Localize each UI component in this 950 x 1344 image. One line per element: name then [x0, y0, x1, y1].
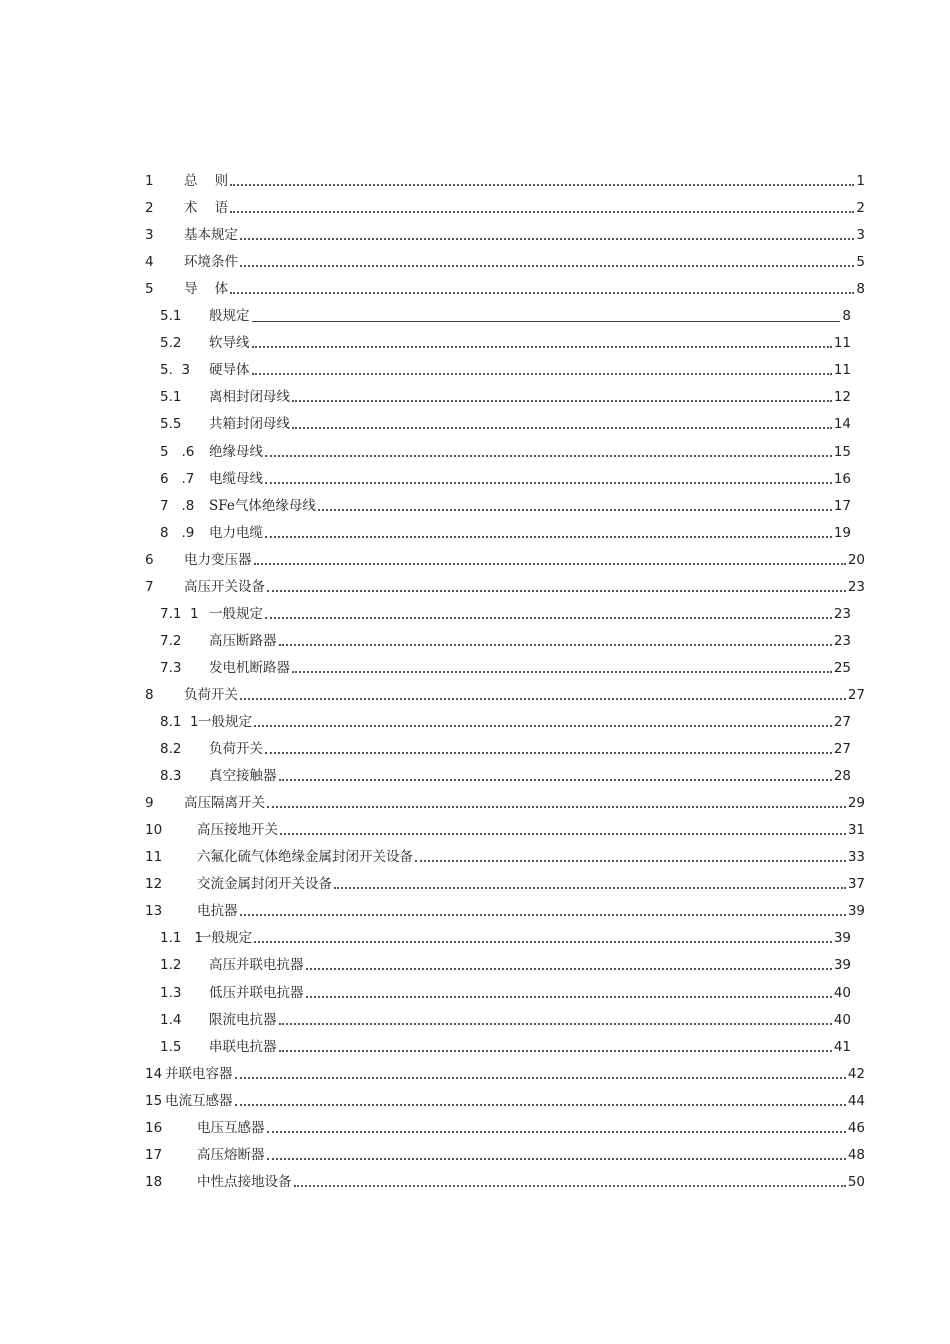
toc-entry[interactable]: [160, 1034, 865, 1056]
toc-entry-number: 8: [145, 686, 154, 703]
toc-entry-number: 9: [145, 795, 154, 812]
toc-leader: [306, 996, 833, 998]
toc-entry-title: 高压断路器: [209, 632, 277, 649]
toc-leader: [267, 1158, 847, 1160]
toc-entry-number: 13: [145, 903, 163, 920]
toc-entry-title: 电压互感器: [197, 1119, 265, 1136]
toc-leader: [240, 914, 847, 916]
toc-entry-page: 1: [856, 173, 865, 189]
toc-entry-page: 50: [847, 1173, 865, 1190]
toc-entry-page: 8: [856, 281, 865, 298]
toc-entry[interactable]: [145, 168, 865, 190]
toc-entry-page: 27: [833, 714, 851, 730]
toc-entry[interactable]: [145, 276, 865, 298]
toc-entry-title: 硬导体: [209, 362, 250, 379]
toc-entry-title: 负荷开关: [184, 686, 238, 703]
toc-leader: [415, 860, 846, 862]
toc-entry-page: 2: [856, 200, 865, 217]
toc-leader: [267, 590, 846, 592]
toc-entry-number: 1.3: [160, 984, 182, 1001]
toc-entry-page: 8: [842, 308, 851, 325]
toc-entry-title: SFe气体绝缘母线: [209, 497, 316, 514]
toc-entry-title: 中性点接地设备: [197, 1173, 292, 1190]
toc-leader: [292, 400, 832, 402]
toc-leader: [254, 725, 832, 727]
toc-entry[interactable]: [145, 790, 865, 812]
toc-entry-number: 7 .8: [160, 497, 195, 514]
toc-entry-page: 46: [847, 1119, 865, 1136]
toc-entry[interactable]: [160, 952, 865, 974]
toc-leader: [279, 1050, 833, 1052]
toc-entry-number: 7.3: [160, 659, 182, 676]
toc-entry[interactable]: [145, 1169, 865, 1191]
toc-entry[interactable]: [160, 384, 865, 406]
toc-entry-page: 27: [833, 741, 851, 758]
toc-leader: [265, 455, 832, 457]
toc-entry-page: 39: [833, 930, 851, 947]
toc-entry-title: 交流金属封闭开关设备: [197, 876, 332, 893]
toc-entry-number: 5.1: [160, 389, 182, 406]
toc-entry-number: 6 .7: [160, 470, 195, 487]
toc-leader: [265, 617, 832, 619]
toc-leader: [265, 482, 832, 484]
toc-entry-title: 电流互感器: [165, 1092, 233, 1109]
toc-entry-number: 7: [145, 578, 154, 595]
toc-entry-page: 19: [833, 524, 851, 541]
toc-entry-number: 4: [145, 254, 154, 271]
toc-entry-number: 1.5: [160, 1038, 182, 1055]
toc-entry-page: 23: [833, 605, 851, 622]
toc-entry[interactable]: [145, 1142, 865, 1164]
toc-entry-number: 14: [145, 1065, 163, 1082]
toc-entry-title: 总 则: [184, 173, 229, 189]
toc-entry-number: 5.2: [160, 335, 182, 352]
toc-entry-number: 12: [145, 876, 163, 893]
toc-entry-number: 7.1 1: [160, 605, 199, 622]
toc-entry-title: 低压并联电抗器: [209, 984, 304, 1001]
toc-entry-page: 11: [833, 362, 851, 379]
toc-entry-title: 并联电容器: [165, 1065, 233, 1082]
toc-entry-title: 高压隔离开关: [184, 795, 265, 812]
toc-entry-number: 5 .6: [160, 443, 195, 460]
toc-entry-page: 16: [833, 470, 851, 487]
toc-entry-title: 环境条件: [184, 254, 238, 271]
toc-leader: [292, 427, 832, 429]
toc-entry[interactable]: [145, 195, 865, 217]
toc-entry-title: 六氟化硫气体绝缘金属封闭开关设备: [197, 849, 413, 866]
toc-leader: [254, 563, 847, 565]
toc-leader: [230, 184, 854, 186]
toc-entry-title: 绝缘母线: [209, 443, 263, 460]
toc-entry[interactable]: [145, 547, 865, 569]
toc-entry[interactable]: [145, 1061, 865, 1083]
toc-entry-page: 40: [833, 984, 851, 1001]
toc-entry-number: 8.3: [160, 768, 182, 785]
toc-entry[interactable]: [160, 520, 865, 542]
toc-entry-title: 一般规定: [209, 605, 263, 622]
toc-entry-title: 真空接触器: [209, 768, 277, 785]
toc-entry-title: 一般规定: [198, 714, 252, 730]
toc-entry-number: 5. 3: [160, 362, 191, 379]
toc-entry-number: 10: [145, 822, 163, 839]
toc-entry-page: 11: [833, 335, 851, 352]
toc-entry[interactable]: [160, 439, 865, 461]
toc-entry[interactable]: [145, 682, 865, 704]
toc-entry-title: 般规定: [209, 308, 250, 325]
toc-entry-page: 27: [847, 686, 865, 703]
toc-entry-page: 29: [847, 795, 865, 812]
toc-entry-page: 5: [856, 254, 865, 271]
toc-entry[interactable]: [160, 709, 865, 731]
toc-entry-title: 术 语: [184, 200, 229, 217]
toc-entry-page: 31: [847, 822, 865, 839]
toc-entry[interactable]: [145, 1088, 865, 1110]
toc-leader: [230, 292, 854, 294]
toc-entry-page: 42: [847, 1065, 865, 1082]
toc-entry-page: 39: [847, 903, 865, 920]
toc-leader: [318, 509, 832, 511]
toc-leader: [292, 671, 832, 673]
toc-leader: [240, 238, 854, 240]
toc-entry[interactable]: [160, 736, 865, 758]
toc-entry-page: 14: [833, 416, 851, 433]
toc-leader: [279, 644, 833, 646]
toc-leader: [252, 321, 841, 322]
toc-leader: [252, 346, 833, 348]
toc-leader: [306, 968, 833, 970]
toc-entry-page: 17: [833, 497, 851, 514]
toc-entry-page: 37: [847, 876, 865, 893]
toc-entry-title: 基本规定: [184, 227, 238, 244]
toc-entry-title: 电抗器: [197, 903, 238, 920]
toc-entry-number: 1.4: [160, 1011, 182, 1028]
toc-leader: [252, 373, 833, 375]
toc-entry-page: 15: [833, 443, 851, 460]
toc-entry-title: 软导线: [209, 335, 250, 352]
toc-entry-page: 44: [847, 1092, 865, 1109]
toc-leader: [279, 779, 833, 781]
toc-entry[interactable]: [160, 1007, 865, 1029]
toc-entry-number: 5.1: [160, 308, 182, 325]
toc-entry-number: 15: [145, 1092, 163, 1109]
toc-entry[interactable]: [160, 763, 865, 785]
toc-entry[interactable]: [145, 222, 865, 244]
toc-entry-page: 40: [833, 1011, 851, 1028]
toc-entry-page: 12: [833, 389, 851, 406]
toc-leader: [235, 1077, 847, 1079]
toc-entry-page: 33: [847, 849, 865, 866]
toc-entry[interactable]: [160, 493, 865, 515]
toc-entry-page: 41: [833, 1038, 851, 1055]
toc-entry-number: 1: [145, 173, 154, 189]
toc-entry-title: 电力电缆: [209, 524, 263, 541]
toc-entry[interactable]: [145, 844, 865, 866]
toc-entry[interactable]: [160, 330, 865, 352]
toc-leader: [280, 833, 846, 835]
toc-entry-number: 1.1 1: [160, 930, 203, 947]
toc-entry[interactable]: [160, 655, 865, 677]
toc-entry-number: 8.1 1: [160, 714, 199, 730]
toc-entry-page: 23: [847, 578, 865, 595]
toc-entry-number: 5: [145, 281, 154, 298]
toc-entry[interactable]: [160, 628, 865, 650]
toc-entry-number: 17: [145, 1146, 163, 1163]
toc-entry-title: 高压并联电抗器: [209, 957, 304, 974]
toc-entry-number: 5.5: [160, 416, 182, 433]
toc-entry[interactable]: [145, 574, 865, 596]
toc-leader: [279, 1023, 833, 1025]
toc-entry-number: 2: [145, 200, 154, 217]
toc-leader: [230, 211, 854, 213]
toc-entry-title: 共箱封闭母线: [209, 416, 290, 433]
toc-entry[interactable]: [160, 980, 865, 1002]
toc-entry-number: 8 .9: [160, 524, 195, 541]
toc-entry-title: 高压接地开关: [197, 822, 278, 839]
toc-entry[interactable]: [160, 466, 865, 488]
toc-entry-number: 11: [145, 849, 163, 866]
toc-entry[interactable]: [145, 249, 865, 271]
toc-entry[interactable]: [145, 1115, 865, 1137]
toc-entry[interactable]: [160, 601, 865, 623]
toc-entry-page: 48: [847, 1146, 865, 1163]
toc-entry-number: 6: [145, 551, 154, 568]
toc-entry-title: 高压熔断器: [197, 1146, 265, 1163]
toc-entry-number: 8.2: [160, 741, 182, 758]
toc-entry-title: 串联电抗器: [209, 1038, 277, 1055]
toc-leader: [267, 1131, 847, 1133]
toc-entry[interactable]: [145, 817, 865, 839]
toc-entry-title: 导 体: [184, 281, 229, 298]
toc-entry-page: 39: [833, 957, 851, 974]
toc-entry[interactable]: [160, 357, 865, 379]
toc-entry[interactable]: [145, 898, 865, 920]
toc-entry-title: 高压开关设备: [184, 578, 265, 595]
toc-leader: [265, 536, 832, 538]
toc-entry-page: 28: [833, 768, 851, 785]
toc-leader: [267, 806, 846, 808]
toc-entry-page: 3: [856, 227, 865, 244]
toc-entry-number: 18: [145, 1173, 163, 1190]
toc-leader: [254, 941, 832, 943]
toc-entry-title: 电缆母线: [209, 470, 263, 487]
toc-leader: [240, 698, 846, 700]
toc-entry-title: 发电机断路器: [209, 659, 290, 676]
toc-entry[interactable]: [145, 871, 865, 893]
toc-entry-title: 离相封闭母线: [209, 389, 290, 406]
toc-leader: [334, 887, 846, 889]
toc-entry-title: 负荷开关: [209, 741, 263, 758]
toc-entry[interactable]: [160, 411, 865, 433]
toc-entry[interactable]: [160, 303, 865, 325]
toc-entry-page: 25: [833, 659, 851, 676]
toc-entry-page: 23: [833, 632, 851, 649]
toc-entry-title: 一般规定: [198, 930, 252, 947]
toc-entry-title: 电力变压器: [184, 551, 252, 568]
toc-entry[interactable]: [160, 925, 865, 947]
toc-leader: [235, 1104, 847, 1106]
toc-leader: [265, 752, 832, 754]
toc-leader: [240, 265, 854, 267]
toc-entry-number: 7.2: [160, 632, 182, 649]
toc-entry-number: 3: [145, 227, 154, 244]
toc-entry-number: 1.2: [160, 957, 182, 974]
toc-leader: [294, 1185, 847, 1187]
toc-entry-number: 16: [145, 1119, 163, 1136]
toc-entry-title: 限流电抗器: [209, 1011, 277, 1028]
toc-entry-page: 20: [847, 551, 865, 568]
